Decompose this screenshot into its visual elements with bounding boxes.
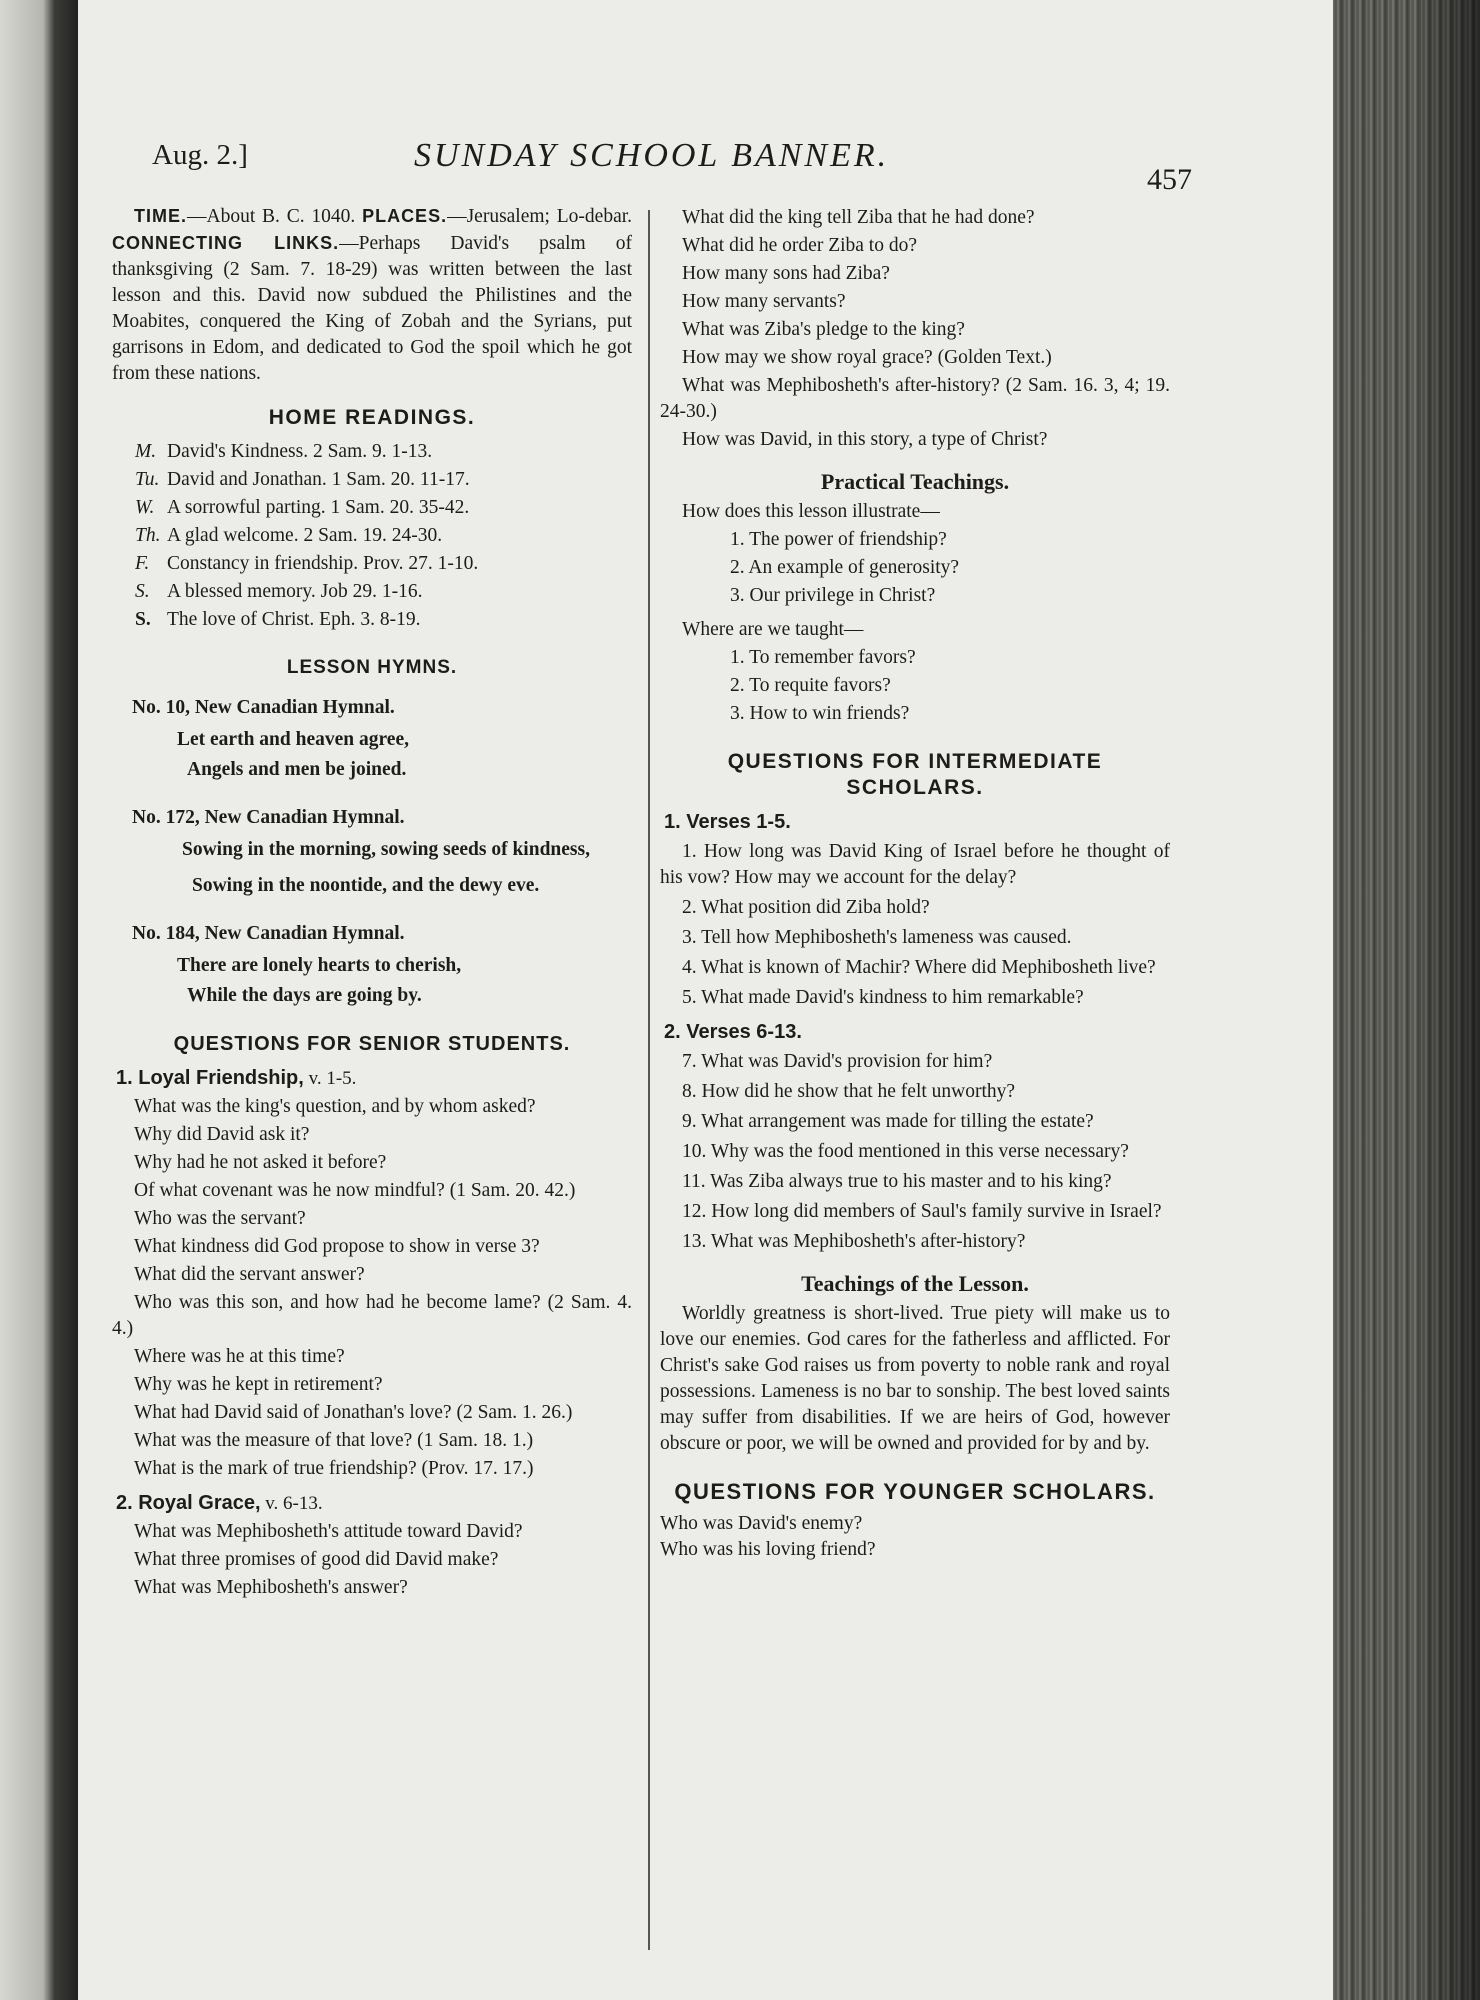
reading-item: Tu. David and Jonathan. 1 Sam. 20. 11-17.: [135, 469, 470, 490]
places-label: PLACES.: [362, 206, 448, 226]
reading-item: S. A blessed memory. Job 29. 1-16.: [135, 581, 423, 602]
practical-list-2: 1. To remember favors? 2. To requite favors? 3. How to win friends?: [730, 647, 916, 724]
practical-teachings-title: Practical Teachings.: [820, 469, 1010, 494]
teachings-text: Worldly greatness is short-lived. True piety will make us to love our enemies. God cares for the fatherless and afflicted. For Christ's sake God raises us from poverty to noble rank and royal possessions. Lameness is no bar to sonship. The best loved saints may suffer from disabilities. If we are heirs of God, however obscure or poor, we will be owned and provided for by and by.: [660, 1303, 1170, 1454]
home-readings-title: HOME READINGS.: [268, 406, 476, 429]
section-verses-6-13: 2. Verses 6-13.: [664, 1021, 802, 1043]
reading-item: W. A sorrowful parting. 1 Sam. 20. 35-42.: [135, 497, 470, 518]
header-date: Aug. 2.]: [152, 139, 248, 171]
intermediate-questions-1: 1. How long was David King of Israel before he thought of his vow? How may we account for the delay? 2. What position did Ziba hold? 3. Tell how Mephibosheth's lameness was caused. 4. What is known of Machir? Where did Mephibosheth live? 5. What made David's kindness to him remarkable?: [660, 841, 1170, 1008]
practical-list-1: 1. The power of friendship? 2. An example of generosity? 3. Our privilege in Christ?: [730, 529, 960, 606]
intro-paragraph: [112, 203, 632, 387]
hymn-block: No. 172, New Canadian Hymnal. Sowing in the morning, sowing seeds of kindness, Sowing in the noontide, and the dewy eve.: [132, 807, 590, 896]
younger-questions: Who was David's enemy? Who was his loving friend?: [660, 1513, 876, 1560]
adjacent-page-edge: [0, 0, 78, 2000]
time-text: —About B. C. 1040.: [187, 206, 356, 227]
section-verses-1-5: 1. Verses 1-5.: [664, 811, 791, 833]
reading-item: Th. A glad welcome. 2 Sam. 19. 24-30.: [135, 525, 443, 546]
section-royal-grace: 2. Royal Grace, v. 6-13.: [116, 1492, 323, 1514]
reading-item: S. The love of Christ. Eph. 3. 8-19.: [135, 609, 421, 630]
hymn-block: No. 184, New Canadian Hymnal. There are lonely hearts to cherish, While the days are going by.: [132, 923, 462, 1006]
hymn-block: No. 10, New Canadian Hymnal. Let earth and heaven agree, Angels and men be joined.: [132, 697, 409, 780]
reading-item: F. Constancy in friendship. Prov. 27. 1-10.: [135, 553, 479, 574]
right-column: [660, 203, 1170, 1563]
book-spine-shadow: [1420, 0, 1480, 2000]
running-header: [152, 135, 1192, 195]
connecting-links-text: —Perhaps David's psalm of thanksgiving (2 Sam. 7. 18-29) was written between the last lesson and this. David now subdued the Philistines and the Moabites, conquered the King of Zobah and the Syrians, put garrisons in Edom, and dedicated to God the spoil which he got from these nations.: [112, 233, 632, 384]
reading-item: M. David's Kindness. 2 Sam. 9. 1-13.: [135, 441, 433, 462]
lesson-hymns-title: LESSON HYMNS.: [286, 657, 458, 678]
continued-questions: What did the king tell Ziba that he had done? What did he order Ziba to do? How many sons had Ziba? How many servants? What was Ziba's pledge to the king? How may we show royal grace? (Golden Text.) What was Mephibosheth's after-history? (2 Sam. 16. 3, 4; 19. 24-30.) How was David, in this story, a type of Christ?: [660, 207, 1170, 450]
header-title: SUNDAY SCHOOL BANNER.: [414, 137, 890, 174]
younger-questions-title: QUESTIONS FOR YOUNGER SCHOLARS.: [674, 1479, 1156, 1504]
intermediate-questions-title: QUESTIONS FOR INTERMEDIATE SCHOLARS.: [727, 750, 1103, 799]
page-number: 457: [1147, 163, 1192, 196]
practical-intro-1: How does this lesson illustrate—: [682, 501, 940, 522]
left-column: [112, 203, 632, 1603]
teachings-title: Teachings of the Lesson.: [801, 1271, 1029, 1296]
section-loyal-friendship: 1. Loyal Friendship, v. 1-5.: [116, 1067, 357, 1089]
practical-intro-2: Where are we taught—: [682, 619, 864, 640]
column-divider: [648, 210, 650, 1950]
senior-questions-2: What was Mephibosheth's attitude toward David? What three promises of good did David make? What was Mephibosheth's answer?: [134, 1521, 523, 1598]
time-label: TIME.: [134, 206, 187, 226]
connecting-links-label: CONNECTING LINKS.: [112, 233, 340, 253]
senior-questions-title: QUESTIONS FOR SENIOR STUDENTS.: [173, 1033, 571, 1055]
senior-questions-1: What was the king's question, and by whom asked? Why did David ask it? Why had he not asked it before? Of what covenant was he now mindful? (1 Sam. 20. 42.) Who was the servant? What kindness did God propose to show in verse 3? What did the servant answer? Who was this son, and how had he become lame? (2 Sam. 4. 4.) Where was he at this time? Why was he kept in retirement? What had David said of Jonathan's love? (2 Sam. 1. 26.) What was the measure of that love? (1 Sam. 18. 1.) What is the mark of true friendship? (Prov. 17. 17.): [112, 1096, 632, 1479]
home-readings-list: [112, 439, 632, 633]
places-text: —Jerusalem; Lo-debar.: [447, 206, 633, 227]
intermediate-questions-2: 7. What was David's provision for him? 8. How did he show that he felt unworthy? 9. What arrangement was made for tilling the estate? 10. Why was the food mentioned in this verse necessary? 11. Was Ziba always true to his master and to his king? 12. How long did members of Saul's family survive in Israel? 13. What was Mephibosheth's after-history?: [682, 1051, 1162, 1252]
